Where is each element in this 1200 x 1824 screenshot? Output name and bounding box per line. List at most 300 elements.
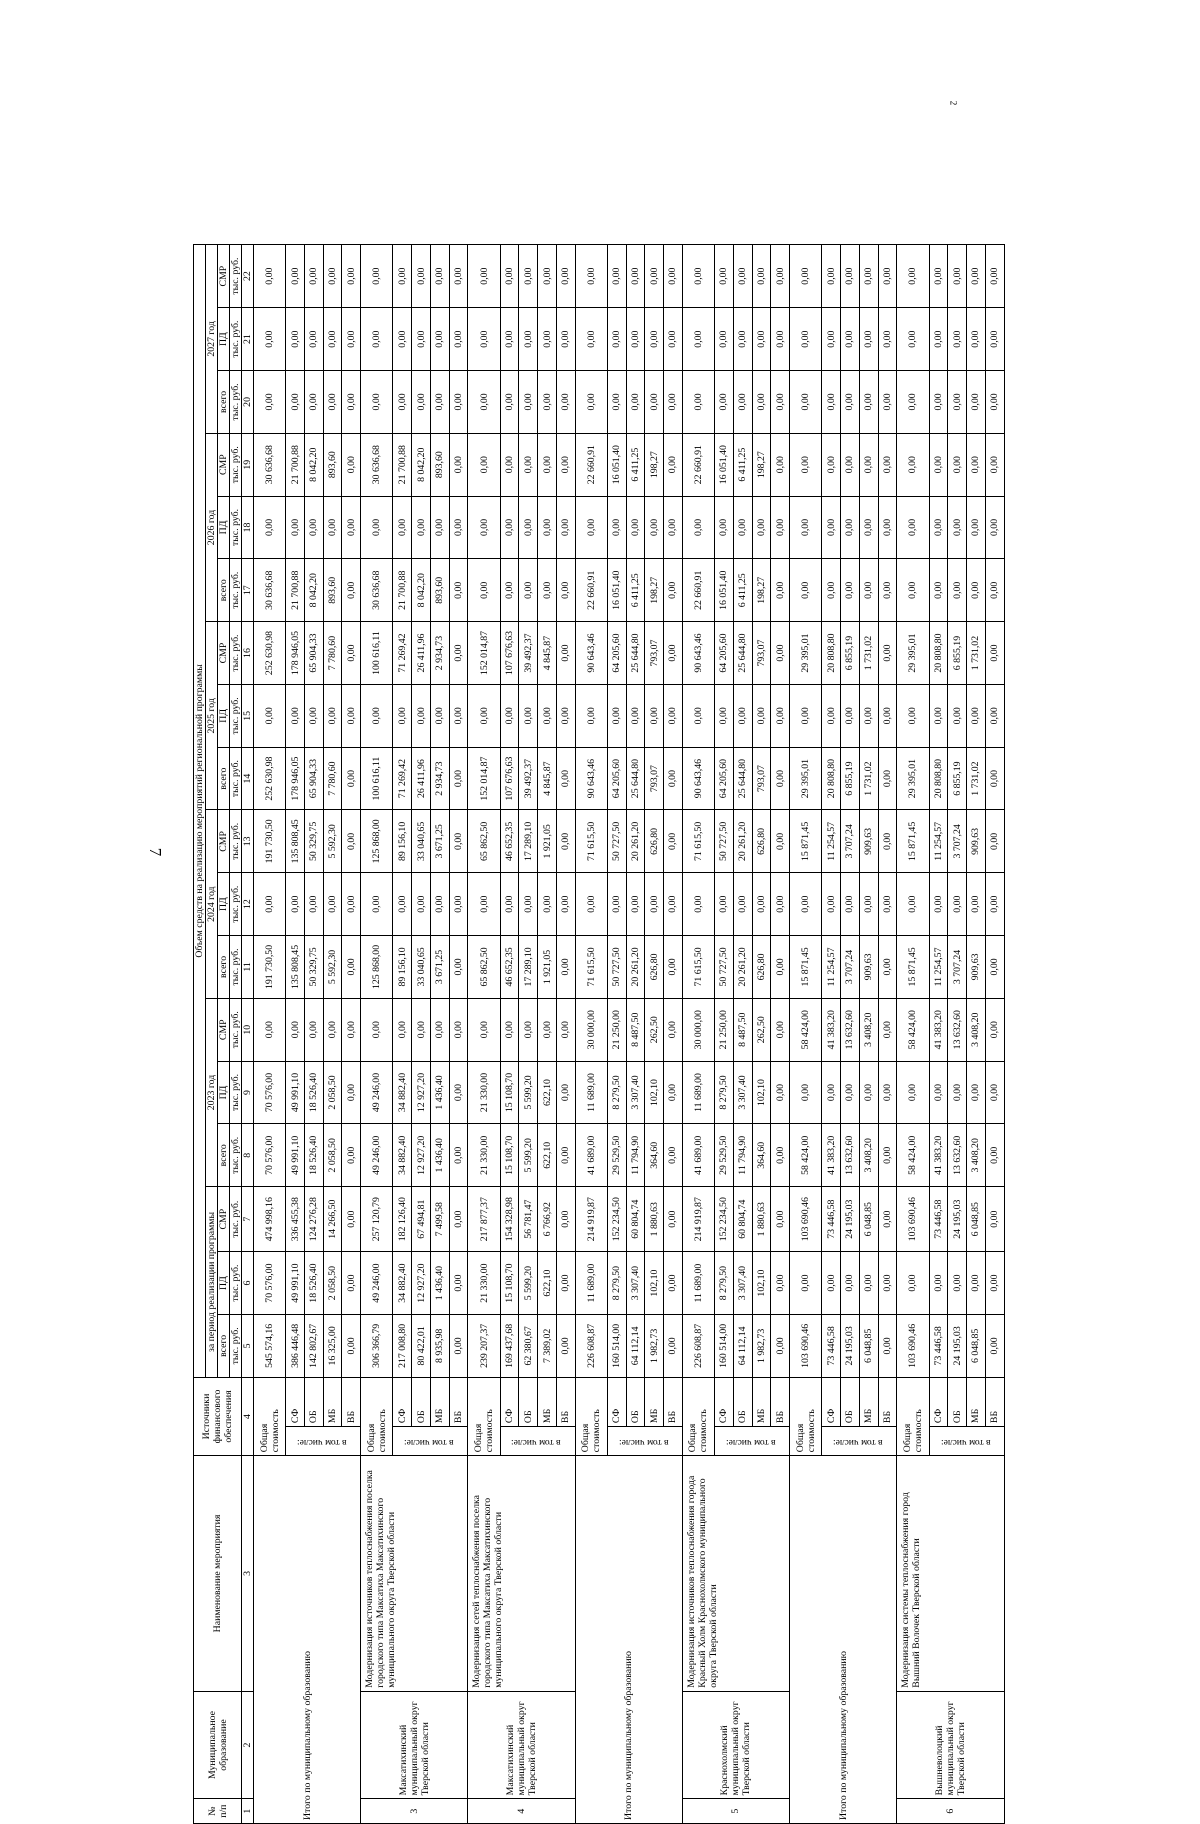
column-number: 9 <box>242 1061 254 1124</box>
value-cell: 20 261,20 <box>733 810 752 873</box>
value-cell: 8 042,20 <box>412 559 431 622</box>
value-cell: 0,00 <box>682 371 714 434</box>
value-cell: 11 254,57 <box>929 936 948 999</box>
funding-source: ВБ <box>449 1377 468 1426</box>
value-cell: 0,00 <box>822 559 841 622</box>
funding-source: МБ <box>752 1377 771 1426</box>
value-cell: 0,00 <box>948 1252 967 1315</box>
value-cell: 154 328,98 <box>500 1187 519 1252</box>
header-sub-total: всего <box>218 559 230 622</box>
value-cell: 50 727,50 <box>607 810 626 873</box>
value-cell: 0,00 <box>897 559 929 622</box>
value-cell: 0,00 <box>985 684 1004 747</box>
value-cell: 0,00 <box>948 684 967 747</box>
value-cell: 24 195,03 <box>841 1187 860 1252</box>
value-cell: 0,00 <box>645 684 664 747</box>
value-cell: 20 261,20 <box>733 936 752 999</box>
value-cell: 0,00 <box>449 559 468 622</box>
value-cell: 0,00 <box>664 433 683 496</box>
value-cell: 0,00 <box>985 1124 1004 1187</box>
subtotal-title: Итого по муниципальному образованию <box>790 1456 897 1824</box>
value-cell: 50 329,75 <box>304 810 323 873</box>
value-cell: 0,00 <box>361 371 393 434</box>
value-cell: 0,00 <box>985 371 1004 434</box>
value-cell: 0,00 <box>985 1061 1004 1124</box>
header-unit: тыс. руб. <box>230 1314 242 1377</box>
value-cell: 0,00 <box>664 1187 683 1252</box>
value-cell: 226 608,87 <box>575 1314 607 1377</box>
header-unit: тыс. руб. <box>230 684 242 747</box>
funding-source: ОБ <box>304 1377 323 1426</box>
funding-source: ОБ <box>733 1377 752 1426</box>
header-funding-source: Источники финансового обеспечения <box>194 1377 242 1455</box>
value-cell: 0,00 <box>645 496 664 559</box>
value-cell: 12 927,20 <box>412 1061 431 1124</box>
value-cell: 0,00 <box>733 873 752 936</box>
value-cell: 0,00 <box>664 747 683 810</box>
value-cell: 3 307,40 <box>733 1252 752 1315</box>
value-cell: 0,00 <box>607 308 626 371</box>
value-cell: 0,00 <box>664 810 683 873</box>
value-cell: 29 529,50 <box>715 1124 734 1187</box>
funding-source: МБ <box>645 1377 664 1426</box>
value-cell: 0,00 <box>412 873 431 936</box>
value-cell: 0,00 <box>929 245 948 308</box>
value-cell: 102,10 <box>645 1061 664 1124</box>
value-cell: 24 195,03 <box>948 1187 967 1252</box>
value-cell: 0,00 <box>771 1314 790 1377</box>
value-cell: 0,00 <box>929 559 948 622</box>
value-cell: 306 366,79 <box>361 1314 393 1377</box>
value-cell: 58 424,00 <box>790 998 822 1061</box>
value-cell: 0,00 <box>967 873 986 936</box>
value-cell: 100 616,11 <box>361 747 393 810</box>
value-cell: 0,00 <box>323 371 342 434</box>
value-cell: 909,63 <box>859 936 878 999</box>
value-cell: 3 408,20 <box>859 998 878 1061</box>
value-cell: 15 108,70 <box>500 1124 519 1187</box>
value-cell: 0,00 <box>929 1061 948 1124</box>
value-cell: 58 424,00 <box>897 998 929 1061</box>
value-cell: 0,00 <box>985 1314 1004 1377</box>
value-cell: 0,00 <box>771 371 790 434</box>
header-group-title: Объем средств на реализацию мероприятий региональной программы <box>194 245 206 1378</box>
value-cell: 71 269,42 <box>393 622 412 685</box>
municipality-name: Вышневолоцкий муниципальный округ Тверской области <box>897 1691 1005 1799</box>
value-cell: 793,07 <box>645 747 664 810</box>
value-cell: 21 700,88 <box>393 559 412 622</box>
funding-source: СФ <box>822 1377 841 1426</box>
value-cell: 0,00 <box>254 684 286 747</box>
value-cell: 49 246,00 <box>361 1061 393 1124</box>
value-cell: 0,00 <box>664 496 683 559</box>
value-cell: 0,00 <box>286 873 305 936</box>
value-cell: 0,00 <box>682 684 714 747</box>
value-cell: 0,00 <box>323 998 342 1061</box>
value-cell: 626,80 <box>645 936 664 999</box>
value-cell: 8 279,50 <box>715 1252 734 1315</box>
header-sub-smr: СМР <box>218 245 230 308</box>
column-number: 21 <box>242 308 254 371</box>
value-cell: 6 855,19 <box>841 622 860 685</box>
including-label <box>607 1427 682 1456</box>
value-cell: 0,00 <box>985 622 1004 685</box>
value-cell: 0,00 <box>948 245 967 308</box>
value-cell: 0,00 <box>985 747 1004 810</box>
value-cell: 0,00 <box>929 371 948 434</box>
value-cell: 0,00 <box>538 559 557 622</box>
value-cell: 5 592,30 <box>323 810 342 873</box>
item-number: 5 <box>682 1799 789 1824</box>
value-cell: 13 632,60 <box>948 998 967 1061</box>
value-cell: 0,00 <box>556 936 575 999</box>
value-cell: 103 690,46 <box>897 1314 929 1377</box>
value-cell: 0,00 <box>645 308 664 371</box>
value-cell: 0,00 <box>822 1061 841 1124</box>
value-cell: 0,00 <box>771 684 790 747</box>
value-cell: 0,00 <box>430 371 449 434</box>
value-cell: 0,00 <box>841 245 860 308</box>
header-sub-smr: СМР <box>218 998 230 1061</box>
value-cell: 0,00 <box>449 1124 468 1187</box>
value-cell: 0,00 <box>682 496 714 559</box>
value-cell: 0,00 <box>342 684 361 747</box>
value-cell: 64 205,60 <box>715 622 734 685</box>
value-cell: 71 269,42 <box>393 747 412 810</box>
value-cell: 41 689,00 <box>682 1124 714 1187</box>
value-cell: 8 935,98 <box>430 1314 449 1377</box>
value-cell: 0,00 <box>715 308 734 371</box>
value-cell: 0,00 <box>500 684 519 747</box>
value-cell: 21 700,88 <box>286 559 305 622</box>
value-cell: 0,00 <box>449 1061 468 1124</box>
value-cell: 6 766,92 <box>538 1187 557 1252</box>
value-cell: 13 632,60 <box>841 998 860 1061</box>
header-unit: тыс. руб. <box>230 371 242 434</box>
funding-source: СФ <box>286 1377 305 1426</box>
value-cell: 0,00 <box>342 747 361 810</box>
value-cell: 198,27 <box>645 559 664 622</box>
header-sub-pd: ПД <box>218 684 230 747</box>
value-cell: 0,00 <box>304 371 323 434</box>
value-cell: 0,00 <box>449 684 468 747</box>
value-cell: 24 195,03 <box>948 1314 967 1377</box>
header-municipality: Муниципальное образование <box>194 1691 242 1799</box>
value-cell: 0,00 <box>841 873 860 936</box>
value-cell: 0,00 <box>752 873 771 936</box>
value-cell: 49 246,00 <box>361 1252 393 1315</box>
value-cell: 21 330,00 <box>468 1061 500 1124</box>
value-cell: 0,00 <box>449 998 468 1061</box>
value-cell: 0,00 <box>626 308 645 371</box>
value-cell: 0,00 <box>715 371 734 434</box>
total-cost-label: Общая стоимость <box>897 1377 929 1455</box>
value-cell: 0,00 <box>790 308 822 371</box>
value-cell: 7 499,58 <box>430 1187 449 1252</box>
value-cell: 50 329,75 <box>304 936 323 999</box>
value-cell: 0,00 <box>948 308 967 371</box>
value-cell: 30 000,00 <box>575 998 607 1061</box>
value-cell: 0,00 <box>449 1314 468 1377</box>
value-cell: 0,00 <box>468 371 500 434</box>
value-cell: 8 487,50 <box>733 998 752 1061</box>
value-cell: 0,00 <box>985 559 1004 622</box>
value-cell: 6 855,19 <box>841 747 860 810</box>
value-cell: 0,00 <box>393 998 412 1061</box>
funding-source: ВБ <box>985 1377 1004 1426</box>
value-cell: 0,00 <box>430 873 449 936</box>
value-cell: 0,00 <box>664 371 683 434</box>
value-cell: 0,00 <box>985 998 1004 1061</box>
value-cell: 0,00 <box>878 684 897 747</box>
value-cell: 0,00 <box>645 371 664 434</box>
value-cell: 22 660,91 <box>575 559 607 622</box>
value-cell: 0,00 <box>449 371 468 434</box>
value-cell: 0,00 <box>948 873 967 936</box>
value-cell: 30 636,68 <box>254 559 286 622</box>
table-row <box>468 245 500 1824</box>
value-cell: 0,00 <box>859 1252 878 1315</box>
column-number: 6 <box>242 1252 254 1315</box>
column-number: 18 <box>242 496 254 559</box>
funding-source: СФ <box>715 1377 734 1426</box>
funding-source: МБ <box>859 1377 878 1426</box>
value-cell: 0,00 <box>556 433 575 496</box>
value-cell: 0,00 <box>771 1187 790 1252</box>
value-cell: 7 780,60 <box>323 747 342 810</box>
value-cell: 0,00 <box>682 873 714 936</box>
value-cell: 0,00 <box>859 433 878 496</box>
total-cost-label: Общая стоимость <box>254 1377 286 1455</box>
value-cell: 0,00 <box>342 810 361 873</box>
value-cell: 262,50 <box>645 998 664 1061</box>
value-cell: 191 730,50 <box>254 936 286 999</box>
value-cell: 0,00 <box>361 873 393 936</box>
value-cell: 262,50 <box>752 998 771 1061</box>
value-cell: 0,00 <box>859 371 878 434</box>
value-cell: 0,00 <box>556 998 575 1061</box>
value-cell: 0,00 <box>752 308 771 371</box>
value-cell: 0,00 <box>304 496 323 559</box>
value-cell: 182 126,40 <box>393 1187 412 1252</box>
column-number: 8 <box>242 1124 254 1187</box>
value-cell: 0,00 <box>575 308 607 371</box>
value-cell: 5 599,20 <box>519 1252 538 1315</box>
total-cost-label: Общая стоимость <box>682 1377 714 1455</box>
value-cell: 26 411,96 <box>412 747 431 810</box>
column-number: 13 <box>242 810 254 873</box>
value-cell: 3 671,25 <box>430 936 449 999</box>
value-cell: 24 195,03 <box>841 1314 860 1377</box>
header-year-2023: 2023 год <box>206 998 218 1186</box>
value-cell: 0,00 <box>752 684 771 747</box>
value-cell: 0,00 <box>519 873 538 936</box>
value-cell: 0,00 <box>771 559 790 622</box>
value-cell: 0,00 <box>771 622 790 685</box>
value-cell: 142 802,67 <box>304 1314 323 1377</box>
value-cell: 626,80 <box>645 810 664 873</box>
value-cell: 0,00 <box>361 684 393 747</box>
value-cell: 0,00 <box>897 308 929 371</box>
table-row <box>575 245 607 1824</box>
value-cell: 15 871,45 <box>897 810 929 873</box>
value-cell: 0,00 <box>771 1124 790 1187</box>
value-cell: 0,00 <box>878 873 897 936</box>
value-cell: 0,00 <box>985 308 1004 371</box>
value-cell: 0,00 <box>841 1061 860 1124</box>
including-label-text: в том числе: <box>940 1436 991 1447</box>
value-cell: 1 880,63 <box>752 1187 771 1252</box>
value-cell: 893,60 <box>430 559 449 622</box>
value-cell: 89 156,10 <box>393 936 412 999</box>
value-cell: 0,00 <box>361 496 393 559</box>
value-cell: 73 446,58 <box>929 1314 948 1377</box>
value-cell: 70 576,00 <box>254 1124 286 1187</box>
value-cell: 214 919,87 <box>575 1187 607 1252</box>
header-unit: тыс. руб. <box>230 622 242 685</box>
value-cell: 0,00 <box>412 998 431 1061</box>
value-cell: 29 529,50 <box>607 1124 626 1187</box>
column-number: 4 <box>242 1377 254 1455</box>
value-cell: 0,00 <box>556 308 575 371</box>
funding-source: СФ <box>393 1377 412 1426</box>
value-cell: 11 794,90 <box>626 1124 645 1187</box>
page-number: 7 <box>146 847 165 857</box>
event-name: Модернизация источников теплоснабжения города Красный Холм Краснохолмского муниципального округа Тверской области <box>682 1456 789 1691</box>
header-sub-pd: ПД <box>218 873 230 936</box>
value-cell: 3 707,24 <box>948 936 967 999</box>
value-cell: 64 205,60 <box>715 747 734 810</box>
value-cell: 0,00 <box>361 308 393 371</box>
funding-source: ВБ <box>664 1377 683 1426</box>
value-cell: 0,00 <box>790 1061 822 1124</box>
value-cell: 0,00 <box>929 1252 948 1315</box>
value-cell: 0,00 <box>468 684 500 747</box>
event-name: Модернизация системы теплоснабжения город Вышний Волочек Тверской области <box>897 1456 1005 1691</box>
value-cell: 0,00 <box>519 559 538 622</box>
value-cell: 152 234,50 <box>715 1187 734 1252</box>
value-cell: 0,00 <box>822 1252 841 1315</box>
value-cell: 198,27 <box>752 559 771 622</box>
header-period-total: за период реализации программы <box>206 1187 218 1378</box>
value-cell: 178 946,05 <box>286 747 305 810</box>
header-sub-smr: СМР <box>218 810 230 873</box>
value-cell: 50 727,50 <box>607 936 626 999</box>
value-cell: 0,00 <box>664 1124 683 1187</box>
value-cell: 0,00 <box>304 998 323 1061</box>
value-cell: 0,00 <box>556 245 575 308</box>
value-cell: 0,00 <box>771 873 790 936</box>
value-cell: 0,00 <box>878 1314 897 1377</box>
value-cell: 0,00 <box>841 433 860 496</box>
value-cell: 22 660,91 <box>682 433 714 496</box>
value-cell: 8 042,20 <box>304 433 323 496</box>
value-cell: 0,00 <box>468 496 500 559</box>
column-number: 16 <box>242 622 254 685</box>
value-cell: 0,00 <box>626 873 645 936</box>
value-cell: 0,00 <box>878 1061 897 1124</box>
value-cell: 1 436,40 <box>430 1124 449 1187</box>
value-cell: 11 689,00 <box>575 1061 607 1124</box>
value-cell: 5 592,30 <box>323 936 342 999</box>
value-cell: 11 689,00 <box>575 1252 607 1315</box>
value-cell: 3 408,20 <box>967 1124 986 1187</box>
value-cell: 0,00 <box>468 559 500 622</box>
value-cell: 29 395,01 <box>897 622 929 685</box>
value-cell: 0,00 <box>449 622 468 685</box>
table-row <box>254 245 286 1824</box>
value-cell: 0,00 <box>500 371 519 434</box>
value-cell: 0,00 <box>822 684 841 747</box>
value-cell: 0,00 <box>393 371 412 434</box>
value-cell: 41 383,20 <box>929 998 948 1061</box>
value-cell: 0,00 <box>556 1124 575 1187</box>
value-cell: 0,00 <box>342 245 361 308</box>
value-cell: 0,00 <box>878 747 897 810</box>
value-cell: 0,00 <box>967 308 986 371</box>
column-number: 10 <box>242 998 254 1061</box>
value-cell: 11 254,57 <box>822 936 841 999</box>
value-cell: 125 868,00 <box>361 810 393 873</box>
header-sub-total: всего <box>218 936 230 999</box>
column-number: 17 <box>242 559 254 622</box>
value-cell: 46 652,35 <box>500 936 519 999</box>
column-number: 5 <box>242 1314 254 1377</box>
value-cell: 0,00 <box>948 433 967 496</box>
value-cell: 0,00 <box>841 684 860 747</box>
value-cell: 0,00 <box>342 873 361 936</box>
value-cell: 11 689,00 <box>682 1061 714 1124</box>
column-number: 1 <box>242 1799 254 1824</box>
value-cell: 0,00 <box>254 245 286 308</box>
value-cell: 5 599,20 <box>519 1124 538 1187</box>
value-cell: 103 690,46 <box>790 1314 822 1377</box>
funding-source: ВБ <box>771 1377 790 1426</box>
value-cell: 0,00 <box>468 245 500 308</box>
value-cell: 6 048,85 <box>967 1314 986 1377</box>
funding-source: ВБ <box>878 1377 897 1426</box>
value-cell: 0,00 <box>878 1252 897 1315</box>
value-cell: 0,00 <box>715 684 734 747</box>
header-unit: тыс. руб. <box>230 1061 242 1124</box>
value-cell: 71 615,50 <box>575 810 607 873</box>
value-cell: 0,00 <box>682 245 714 308</box>
value-cell: 0,00 <box>841 371 860 434</box>
value-cell: 0,00 <box>412 371 431 434</box>
header-unit: тыс. руб. <box>230 998 242 1061</box>
value-cell: 0,00 <box>286 684 305 747</box>
value-cell: 58 424,00 <box>897 1124 929 1187</box>
value-cell: 0,00 <box>556 622 575 685</box>
value-cell: 0,00 <box>985 1252 1004 1315</box>
value-cell: 0,00 <box>752 496 771 559</box>
value-cell: 0,00 <box>645 245 664 308</box>
value-cell: 386 446,48 <box>286 1314 305 1377</box>
table-body <box>254 245 1005 1824</box>
value-cell: 0,00 <box>254 998 286 1061</box>
value-cell: 15 871,45 <box>790 810 822 873</box>
value-cell: 0,00 <box>626 684 645 747</box>
value-cell: 1 921,05 <box>538 936 557 999</box>
value-cell: 11 254,57 <box>929 810 948 873</box>
value-cell: 0,00 <box>538 371 557 434</box>
header-sub-pd: ПД <box>218 1252 230 1315</box>
total-cost-label: Общая стоимость <box>575 1377 607 1455</box>
value-cell: 49 246,00 <box>361 1124 393 1187</box>
value-cell: 71 615,50 <box>682 810 714 873</box>
value-cell: 18 526,40 <box>304 1124 323 1187</box>
value-cell: 0,00 <box>929 496 948 559</box>
